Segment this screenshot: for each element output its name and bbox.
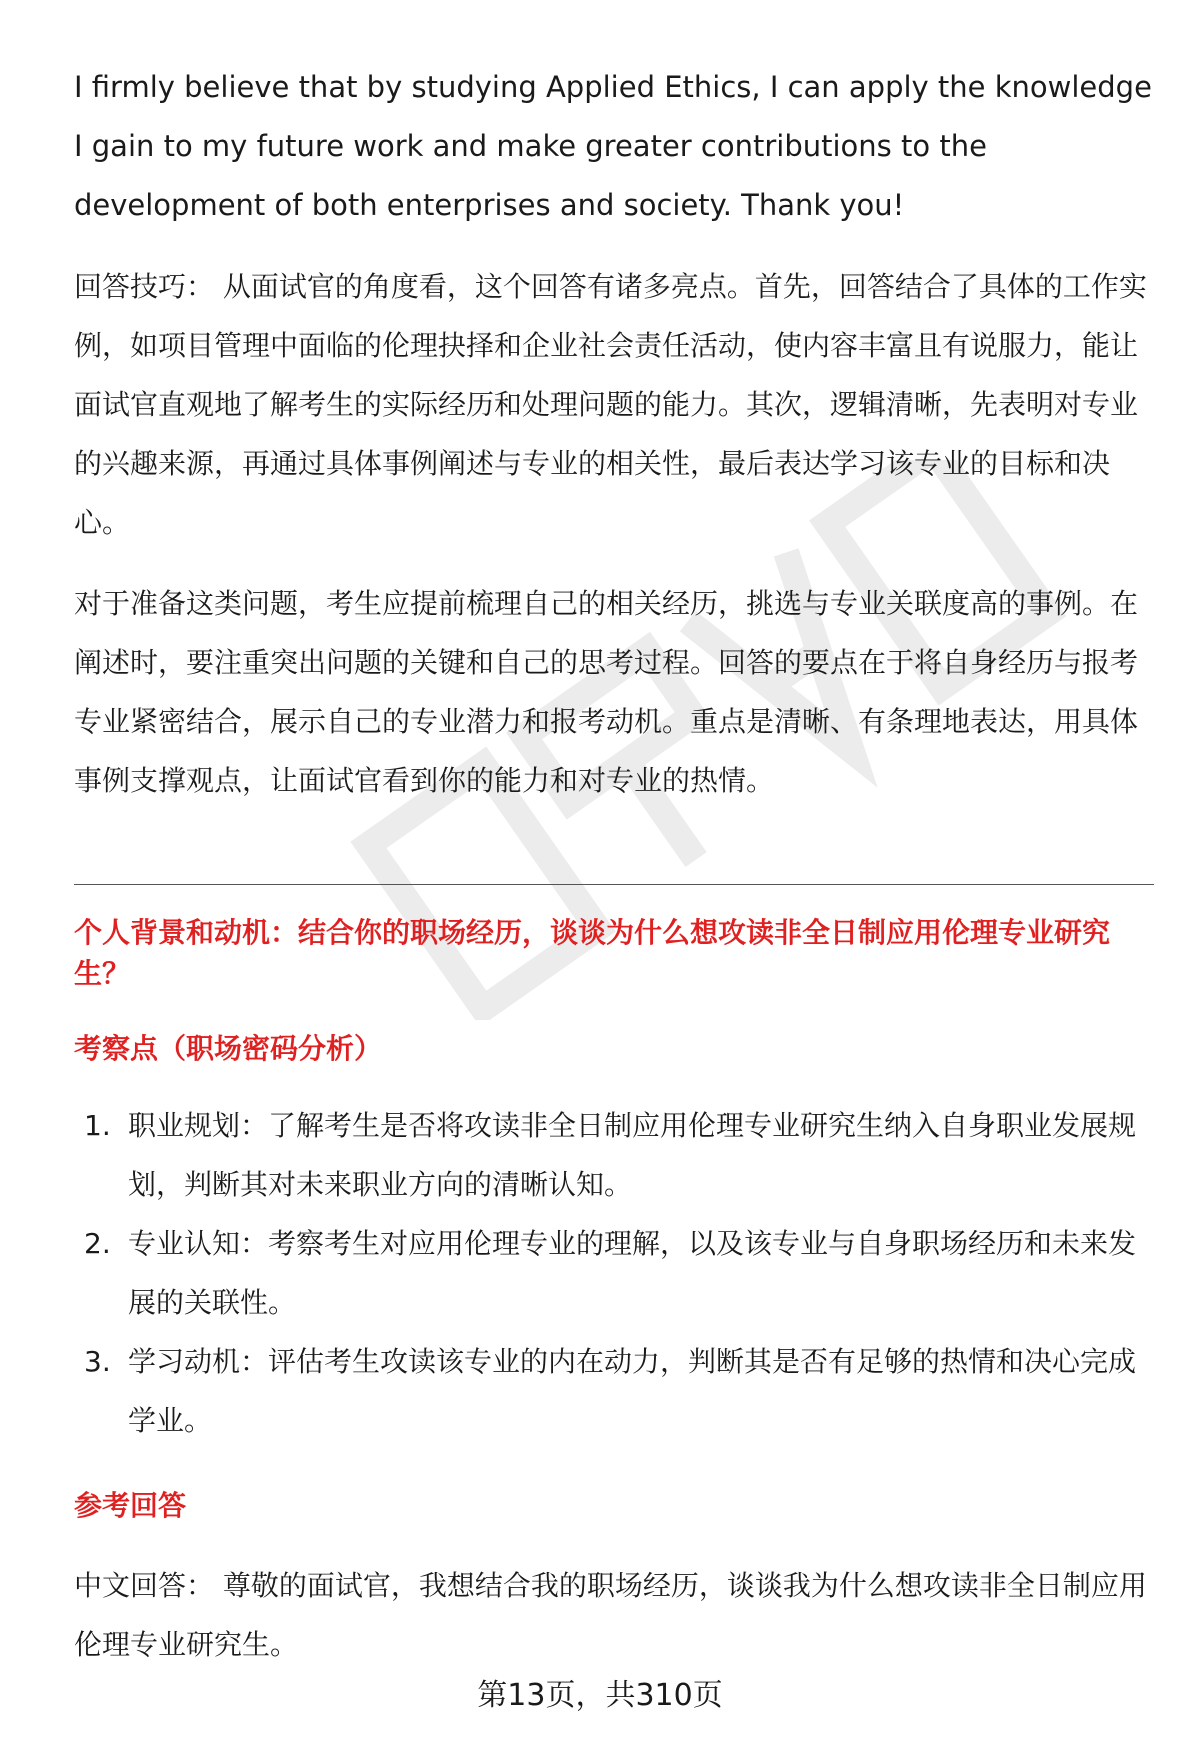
page-number-footer: 第13页，共310页 xyxy=(477,1678,723,1713)
reference-label: 参考回答 xyxy=(74,1489,187,1522)
focus-section xyxy=(74,1029,1154,1069)
list-item-number: 1. xyxy=(84,1109,111,1142)
intro-english-paragraph: I firmly believe that by studying Applied Ethics, I can apply the knowledge I gain to my future work and make greater contributions to the development of both enterprises and society. Thank you! xyxy=(74,70,1152,222)
preparation-advice-paragraph: 对于准备这类问题，考生应提前梳理自己的相关经历，挑选与专业关联度高的事例。在阐述时，要注重突出问题的关键和自己的思考过程。回答的要点在于将自身经历与报考专业紧密结合，展示自己的专业潜力和报考动机。重点是清晰、有条理地表达，用具体事例支撑观点，让面试官看到你的能力和对专业的热情。 xyxy=(74,587,1139,797)
answer-tips-paragraph: 回答技巧： 从面试官的角度看，这个回答有诸多亮点。首先，回答结合了具体的工作实例，如项目管理中面临的伦理抉择和企业社会责任活动，使内容丰富且有说服力，能让面试官直观地了解考生的实际经历和处理问题的能力。其次，逻辑清晰，先表明对专业的兴趣来源，再通过具体事例阐述与专业的相关性，最后表达学习该专业的目标和决心。 xyxy=(74,270,1147,539)
list-item xyxy=(74,1096,1154,1214)
chinese-answer-paragraph: 中文回答： 尊敬的面试官，我想结合我的职场经历，谈谈我为什么想攻读非全日制应用伦理专业研究生。 xyxy=(74,1569,1147,1661)
focus-points-list xyxy=(74,1096,1154,1450)
list-item-text: 学习动机：评估考生攻读该专业的内在动力，判断其是否有足够的热情和决心完成学业。 xyxy=(128,1345,1137,1437)
list-item-text: 职业规划：了解考生是否将攻读非全日制应用伦理专业研究生纳入自身职业发展规划，判断其对未来职业方向的清晰认知。 xyxy=(128,1109,1137,1201)
question-section xyxy=(74,912,1154,994)
question-title: 个人背景和动机：结合你的职场经历，谈谈为什么想攻读非全日制应用伦理专业研究生？ xyxy=(74,916,1111,990)
list-item-number: 3. xyxy=(84,1345,111,1378)
section-divider xyxy=(74,884,1154,885)
chinese-answer-section xyxy=(74,1556,1154,1674)
list-item-number: 2. xyxy=(84,1227,111,1260)
list-item xyxy=(74,1332,1154,1450)
focus-points-section xyxy=(74,1096,1154,1450)
main-content xyxy=(74,58,1154,810)
list-item-text: 专业认知：考察考生对应用伦理专业的理解，以及该专业与自身职场经历和未来发展的关联性。 xyxy=(128,1227,1137,1319)
list-item xyxy=(74,1214,1154,1332)
reference-section xyxy=(74,1486,1154,1526)
focus-label: 考察点（职场密码分析） xyxy=(74,1032,383,1065)
